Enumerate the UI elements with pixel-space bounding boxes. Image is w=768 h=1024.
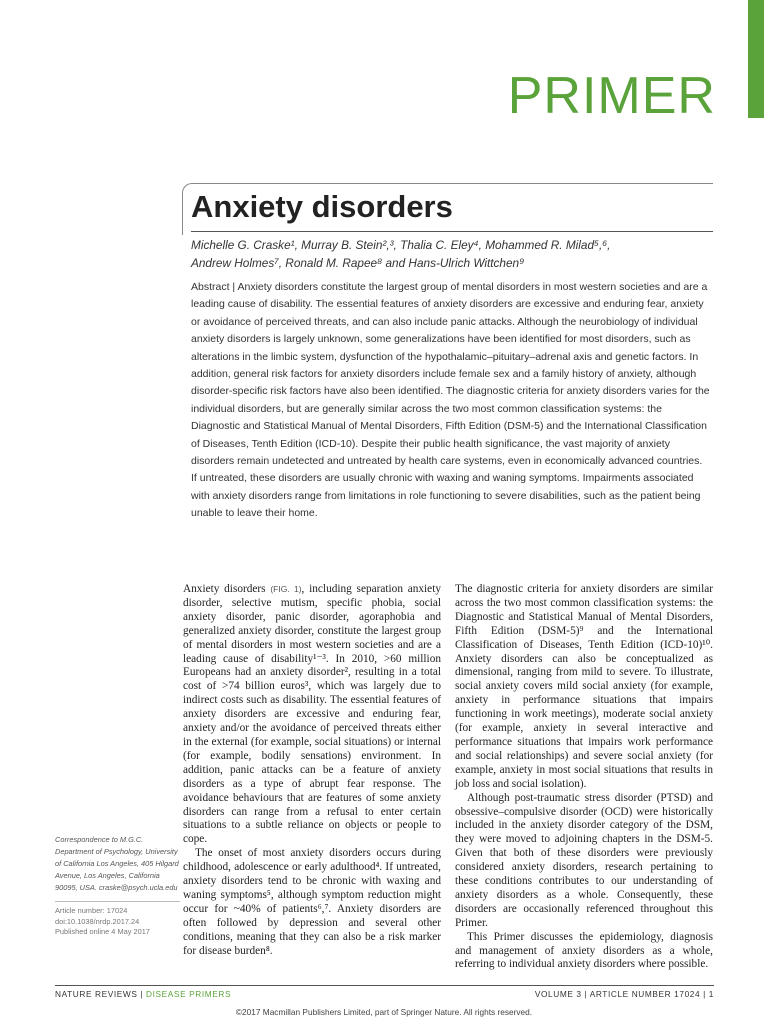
section-label: PRIMER: [507, 67, 716, 125]
footer-volume-info: VOLUME 3 | ARTICLE NUMBER 17024 | 1: [534, 989, 714, 999]
paragraph-text: , including separation anxiety disorder, selective mutism, specific phobia, social anxiety disorder, panic disorder, agoraphobia and generalized anxiety disorder, constitute the largest group of mental disorders in most western societies and are a leading cause of disability¹⁻³. In 2010, >60 million Europeans had an anxiety disorder², resulting in a total cost of >74 billion euros³, which was largely due to indirect costs such as disability. The essential features of anxiety disorders are excessive and enduring fear, anxiety and/or the avoidance of perceived threats either in the external (for example, social situations) or internal (for example, bodily sensations) environment. In addition, panic attacks can be a feature of anxiety disorders as a type of abrupt fear response. The avoidance behaviours that are features of some anxiety disorders can range from a refusal to enter certain situations to a subtle reliance on objects or people to cope.: [183, 583, 441, 846]
paragraph: The diagnostic criteria for anxiety disorders are similar across the two most common classification systems: the Diagnostic and Statistical Manual of Mental Disorders, Fifth Edition (DSM-5)⁹ and the International Classification of Diseases, Tenth Edition (ICD-10)¹⁰. Anxiety disorders can also be conceptualized as dimensional, ranging from mild to severe. To illustrate, social anxiety covers mild social anxiety (for example, anxiety in performance situations that impairs functioning in work meetings), moderate social anxiety (for example, anxiety in several interactive and performance situations that impairs work performance and social relationships) and severe social anxiety (for example, anxiety in most social situations that results in job loss and social isolation).: [455, 583, 713, 790]
published-date: Published online 4 May 2017: [55, 927, 150, 936]
body-column-left: [183, 583, 441, 958]
author-list: [191, 237, 721, 272]
abstract: Abstract | Anxiety disorders constitute the largest group of mental disorders in most western societies and are a leading cause of disability. The essential features of anxiety disorders are excessive and enduring fear, anxiety or avoidance of perceived threats, and can also include panic attacks. Although the neurobiology of individual anxiety disorders is largely unknown, some generalizations have been identified for most disorders, such as alterations in the limbic system, dysfunction of the hypothalamic–pituitary–adrenal axis and genetic factors. In addition, general risk factors for anxiety disorders include female sex and a family history of anxiety, although disorder-specific risk factors have also been identified. The diagnostic criteria for anxiety disorders varies for the individual disorders, but are generally similar across the two most common classification systems: the Diagnostic and Statistical Manual of Mental Disorders, Fifth Edition (DSM-5) and the International Classification of Diseases, Tenth Edition (ICD-10). Despite their public health significance, the vast majority of anxiety disorders remain undetected and untreated by health care systems, even in economically advanced countries. If untreated, these disorders are usually chronic with waxing and waning symptoms. Impairments associated with anxiety disorders range from limitations in role functioning to severe disabilities, such as the patient being unable to leave their home.: [191, 281, 710, 520]
title-divider: [191, 231, 713, 232]
journal-section: DISEASE PRIMERS: [146, 989, 232, 999]
figure-reference-link[interactable]: (FIG. 1): [270, 584, 302, 594]
footer-journal: [55, 989, 231, 999]
authors-line-2: Andrew Holmes⁷, Ronald M. Rapee⁸ and Hans-Ulrich Wittchen⁹: [191, 255, 525, 270]
paragraph: The onset of most anxiety disorders occurs during childhood, adolescence or early adulthood⁴. If untreated, anxiety disorders tend to be chronic with waxing and waning symptoms⁵, although symptom reduction might occur for ~40% of patients⁶,⁷. Anxiety disorders are often followed by depression and several other conditions, meaning that they can also be a risk marker for disease burden⁸.: [183, 847, 441, 957]
paragraph-text: Anxiety disorders: [183, 583, 271, 595]
paragraph: This Primer discusses the epidemiology, diagnosis and management of anxiety disorders as a whole, referring to individual anxiety disorders where possible.: [455, 930, 713, 971]
sidebar-notes: [55, 834, 180, 938]
body-column-right: [455, 583, 713, 972]
copyright-notice: ©2017 Macmillan Publishers Limited, part of Springer Nature. All rights reserved.: [235, 1007, 533, 1017]
paragraph: Although post-traumatic stress disorder (PTSD) and obsessive–compulsive disorder (OCD) were historically included in the anxiety disorder category of the DSM, they were moved to adjoining chapters in the DSM-5. Given that both of these disorders were previously considered anxiety disorders, research pertaining to these conditions contributes to our understanding of anxiety disorders as a whole. Consequently, these disorders are occasionally referenced throughout this Primer.: [455, 791, 713, 929]
paragraph: [183, 583, 441, 847]
authors-line-1: Michelle G. Craske¹, Murray B. Stein²,³, Thalia C. Eley⁴, Mohammed R. Milad⁵,⁶,: [191, 238, 611, 252]
journal-name: NATURE REVIEWS |: [55, 989, 147, 999]
article-title: Anxiety disorders: [191, 189, 453, 224]
doi-link[interactable]: doi:10.1038/nrdp.2017.24: [55, 916, 140, 926]
article-number: Article number: 17024: [55, 906, 128, 915]
correspondence-note: Correspondence to M.G.C. Department of Psychology, University of California Los Angeles, 405 Hilgard Avenue, Los Angeles, California 90095, USA. craske@psych.ucla.edu: [55, 835, 179, 892]
section-accent-bar: [748, 0, 764, 118]
footer-divider: [55, 985, 714, 986]
article-metadata: [55, 901, 180, 938]
